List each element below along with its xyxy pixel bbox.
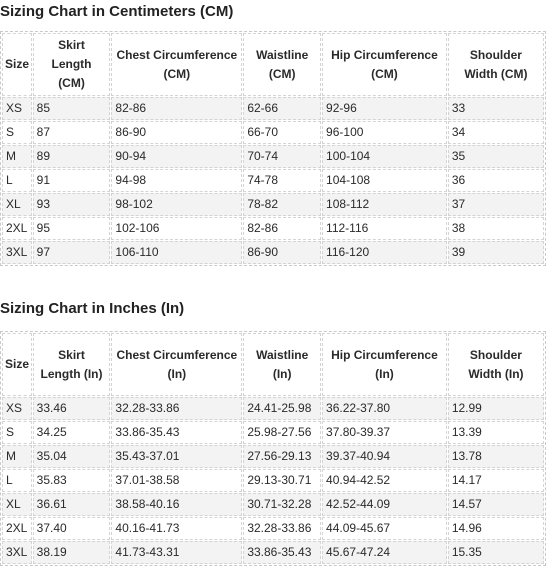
table-header-row (2, 33, 544, 96)
cell-waistline: 29.13-30.71 (243, 469, 321, 492)
table-row (2, 445, 544, 468)
header-chest-circumference: Chest Circumference (CM) (111, 33, 242, 96)
cell-hip: 116-120 (322, 241, 447, 264)
cell-shoulder: 13.78 (448, 445, 544, 468)
cell-skirt-length: 87 (33, 121, 111, 144)
cell-size: L (2, 169, 32, 192)
cell-chest: 98-102 (111, 193, 242, 216)
cell-hip: 45.67-47.24 (322, 541, 447, 564)
header-skirt-length: Skirt Length (In) (33, 333, 111, 396)
cell-waistline: 62-66 (243, 97, 321, 120)
cell-size: 2XL (2, 217, 32, 240)
cell-shoulder: 14.96 (448, 517, 544, 540)
table-row (2, 493, 544, 516)
table-row (2, 121, 544, 144)
cell-skirt-length: 35.04 (33, 445, 111, 468)
cell-hip: 37.80-39.37 (322, 421, 447, 444)
cell-skirt-length: 37.40 (33, 517, 111, 540)
cell-skirt-length: 36.61 (33, 493, 111, 516)
cell-skirt-length: 89 (33, 145, 111, 168)
table-row (2, 517, 544, 540)
cell-hip: 44.09-45.67 (322, 517, 447, 540)
cell-chest: 94-98 (111, 169, 242, 192)
header-hip-circumference: Hip Circumference (CM) (322, 33, 447, 96)
cell-size: M (2, 445, 32, 468)
cell-chest: 82-86 (111, 97, 242, 120)
table-row (2, 241, 544, 264)
cell-size: M (2, 145, 32, 168)
cell-skirt-length: 97 (33, 241, 111, 264)
header-size: Size (2, 33, 32, 96)
cell-shoulder: 36 (448, 169, 544, 192)
table-row (2, 145, 544, 168)
cell-hip: 36.22-37.80 (322, 397, 447, 420)
cell-skirt-length: 95 (33, 217, 111, 240)
cell-shoulder: 37 (448, 193, 544, 216)
table-row (2, 169, 544, 192)
cell-waistline: 27.56-29.13 (243, 445, 321, 468)
header-shoulder-width: Shoulder Width (CM) (448, 33, 544, 96)
cell-chest: 40.16-41.73 (111, 517, 242, 540)
header-size: Size (2, 333, 32, 396)
cell-chest: 106-110 (111, 241, 242, 264)
header-waistline: Waistline (CM) (243, 33, 321, 96)
cell-skirt-length: 38.19 (33, 541, 111, 564)
cell-hip: 40.94-42.52 (322, 469, 447, 492)
cell-size: XS (2, 97, 32, 120)
cell-waistline: 30.71-32.28 (243, 493, 321, 516)
cell-size: S (2, 421, 32, 444)
inches-size-table (0, 331, 546, 566)
cell-skirt-length: 93 (33, 193, 111, 216)
cell-shoulder: 38 (448, 217, 544, 240)
cell-hip: 39.37-40.94 (322, 445, 447, 468)
cell-size: 3XL (2, 241, 32, 264)
cell-chest: 86-90 (111, 121, 242, 144)
header-waistline: Waistline (In) (243, 333, 321, 396)
cell-size: XS (2, 397, 32, 420)
header-hip-circumference: Hip Circumference (In) (322, 333, 447, 396)
cell-chest: 37.01-38.58 (111, 469, 242, 492)
cell-shoulder: 14.57 (448, 493, 544, 516)
cell-shoulder: 12.99 (448, 397, 544, 420)
table-row (2, 97, 544, 120)
cm-size-table (0, 31, 546, 266)
cell-shoulder: 13.39 (448, 421, 544, 444)
cell-shoulder: 15.35 (448, 541, 544, 564)
table-row (2, 217, 544, 240)
cell-size: XL (2, 493, 32, 516)
cell-shoulder: 14.17 (448, 469, 544, 492)
cell-chest: 38.58-40.16 (111, 493, 242, 516)
cell-chest: 41.73-43.31 (111, 541, 242, 564)
cell-skirt-length: 34.25 (33, 421, 111, 444)
cell-skirt-length: 33.46 (33, 397, 111, 420)
cell-shoulder: 34 (448, 121, 544, 144)
cell-chest: 32.28-33.86 (111, 397, 242, 420)
cell-size: XL (2, 193, 32, 216)
table-header-row (2, 333, 544, 396)
cell-waistline: 74-78 (243, 169, 321, 192)
cell-hip: 96-100 (322, 121, 447, 144)
cm-chart-title: Sizing Chart in Centimeters (CM) (0, 3, 234, 20)
cell-hip: 42.52-44.09 (322, 493, 447, 516)
table-row (2, 397, 544, 420)
cell-shoulder: 39 (448, 241, 544, 264)
cell-hip: 104-108 (322, 169, 447, 192)
cell-hip: 112-116 (322, 217, 447, 240)
table-row (2, 541, 544, 564)
cell-waistline: 82-86 (243, 217, 321, 240)
cell-waistline: 66-70 (243, 121, 321, 144)
cell-chest: 33.86-35.43 (111, 421, 242, 444)
inches-chart-title: Sizing Chart in Inches (In) (0, 300, 185, 317)
cell-chest: 35.43-37.01 (111, 445, 242, 468)
cell-hip: 100-104 (322, 145, 447, 168)
cell-chest: 90-94 (111, 145, 242, 168)
cell-skirt-length: 91 (33, 169, 111, 192)
cell-skirt-length: 85 (33, 97, 111, 120)
cell-skirt-length: 35.83 (33, 469, 111, 492)
cell-size: 2XL (2, 517, 32, 540)
cell-hip: 108-112 (322, 193, 447, 216)
cell-waistline: 24.41-25.98 (243, 397, 321, 420)
cell-chest: 102-106 (111, 217, 242, 240)
cell-waistline: 86-90 (243, 241, 321, 264)
cell-waistline: 25.98-27.56 (243, 421, 321, 444)
cell-waistline: 33.86-35.43 (243, 541, 321, 564)
cell-size: S (2, 121, 32, 144)
cell-hip: 92-96 (322, 97, 447, 120)
cell-waistline: 32.28-33.86 (243, 517, 321, 540)
header-shoulder-width: Shoulder Width (In) (448, 333, 544, 396)
cell-shoulder: 33 (448, 97, 544, 120)
header-chest-circumference: Chest Circumference (In) (111, 333, 242, 396)
table-row (2, 421, 544, 444)
cell-size: 3XL (2, 541, 32, 564)
header-skirt-length: Skirt Length (CM) (33, 33, 111, 96)
table-row (2, 469, 544, 492)
cell-size: L (2, 469, 32, 492)
table-row (2, 193, 544, 216)
cell-waistline: 70-74 (243, 145, 321, 168)
cell-waistline: 78-82 (243, 193, 321, 216)
cell-shoulder: 35 (448, 145, 544, 168)
